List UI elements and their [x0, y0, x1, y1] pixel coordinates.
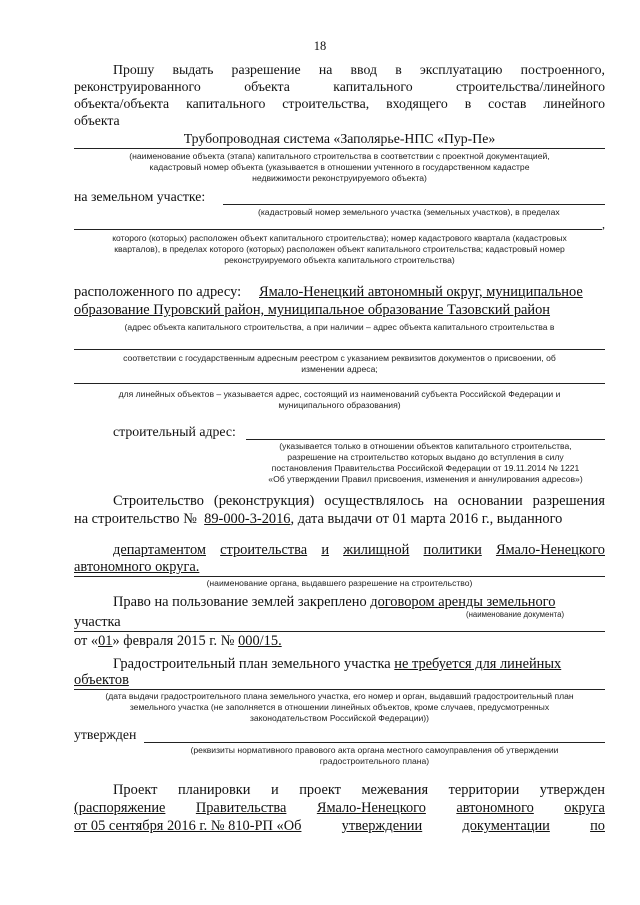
- word: Проект: [113, 782, 158, 798]
- word: и: [271, 782, 279, 798]
- object-name-underline: [74, 148, 605, 149]
- object-caption-2: кадастровый номер объекта (указывается в отношении учтенного в государственном кадастре: [149, 162, 530, 172]
- object-caption-1: (наименование объекта (этапа) капитального строительства в соответствии с проектной документацией,: [129, 151, 550, 161]
- object-caption-3: недвижимости реконструируемого объекта): [252, 173, 427, 183]
- address-caption-1: (адрес объекта капитального строительства, а при наличии – адрес объекта капитального строительства в: [124, 322, 555, 332]
- permit-number: 89-000-3-2016: [204, 511, 291, 527]
- word: состав: [488, 96, 527, 111]
- word: Прошу: [113, 62, 155, 77]
- land-comma: ,: [602, 217, 605, 231]
- address-label: расположенного по адресу:: [74, 284, 242, 300]
- word: ввод: [350, 62, 378, 77]
- word: на: [433, 493, 448, 509]
- word: жилищной: [343, 542, 410, 558]
- word: реконструированного: [74, 79, 201, 94]
- gpzu-label: Градостроительный план земельного участка: [113, 656, 391, 672]
- permit-number-label: на строительство №: [74, 511, 197, 527]
- intro-line-3: [74, 96, 605, 112]
- word: документации: [462, 818, 550, 834]
- permit-line-1: [113, 493, 605, 510]
- word: строительства: [220, 542, 308, 558]
- permit-issuer-1: [113, 542, 605, 559]
- permit-issuer-underline: [74, 576, 605, 577]
- word: (распоряжение: [74, 800, 166, 816]
- word: входящего: [386, 96, 448, 111]
- build-address-underline: [246, 439, 605, 440]
- word: (реконструкция): [213, 493, 315, 509]
- build-address-caption-2: разрешение на строительство которых выдано до вступления в силу: [287, 452, 564, 462]
- word: в: [395, 62, 402, 77]
- land-underline-2: [74, 229, 602, 230]
- word: округа: [564, 800, 605, 816]
- word: капитального: [333, 79, 413, 94]
- gpzu-caption-2: земельного участка (не заполняется в отношении линейных объектов, кроме случаев, предусмотренных: [129, 702, 550, 712]
- word: эксплуатацию: [419, 62, 503, 77]
- land-underline-1: [223, 204, 605, 205]
- approved-underline: [144, 742, 605, 743]
- address-caption-5: муниципального образования): [278, 400, 401, 410]
- land-right-date: [74, 633, 282, 650]
- word: автономного: [456, 800, 534, 816]
- word: планировки: [177, 782, 251, 798]
- build-address-caption-3: постановления Правительства Российской Федерации от 19.11.2014 № 1221: [271, 463, 580, 473]
- build-address-label: строительный адрес:: [113, 424, 236, 439]
- word: выдать: [172, 62, 214, 77]
- word: строительства,: [282, 96, 370, 111]
- date-prefix: от «: [74, 633, 99, 649]
- approved-caption-2: градостроительного плана): [319, 756, 430, 766]
- project-line-2: [74, 800, 605, 817]
- word: проект: [299, 782, 341, 798]
- word: капитального: [186, 96, 266, 111]
- gpzu-value-2: объектов: [74, 672, 129, 688]
- word: строительства/линейного: [456, 79, 605, 94]
- word: разрешение: [231, 62, 301, 77]
- word: по: [590, 818, 605, 834]
- land-right-plot: участка: [74, 614, 121, 630]
- word: построенного,: [520, 62, 605, 77]
- word: линейного: [543, 96, 605, 111]
- approved-caption-1: (реквизиты нормативного правового акта органа местного самоуправления об утверждении: [190, 745, 559, 755]
- word: в: [464, 96, 472, 111]
- word: Ямало-Ненецкого: [495, 542, 605, 558]
- address-caption-2: соответствии с государственным адресным реестром с указанием реквизитов документов о присвоении, об: [123, 353, 556, 363]
- word: межевания: [361, 782, 429, 798]
- word: и: [321, 542, 330, 558]
- address-underline-2: [74, 349, 605, 350]
- approved-label: утвержден: [74, 727, 137, 742]
- word: разрешения: [532, 493, 605, 509]
- word: объекта/объекта: [74, 96, 170, 111]
- land-caption-3: кварталов), в пределах которого (которых) расположен объект капитального строительства; кадастровый номер: [114, 244, 565, 254]
- gpzu-value-1: не требуется для линейных: [394, 656, 562, 672]
- permit-issuer-2: автономного округа.: [74, 559, 200, 575]
- land-caption-2: которого (которых) расположен объект капитального строительства); номер кадастрового квартала (кадастровых: [112, 233, 567, 243]
- address-value-1: Ямало-Ненецкий автономный округ, муниципальное: [259, 284, 583, 300]
- intro-line-1: [113, 62, 605, 78]
- build-address-caption-1: (указывается только в отношении объектов капитального строительства,: [279, 441, 572, 451]
- intro-line-4: объекта: [74, 113, 120, 128]
- intro-line-2: [74, 79, 605, 95]
- date-day: 01: [98, 633, 113, 649]
- address-caption-4: для линейных объектов – указывается адрес, состоящий из наименований субъекта Российской Федерации и: [118, 389, 561, 399]
- date-month: » февраля 2015 г. №: [112, 633, 235, 649]
- permit-date: , дата выдачи от 01 марта 2016 г., выданного: [290, 511, 563, 527]
- word: от 05 сентября 2016 г. № 810-РП «Об: [74, 818, 302, 834]
- word: Ямало-Ненецкого: [316, 800, 426, 816]
- permit-line-2: [74, 511, 562, 528]
- word: на: [318, 62, 333, 77]
- land-caption-4: реконструируемого объекта капитального строительства): [224, 255, 455, 265]
- permit-caption: (наименование органа, выдавшего разрешение на строительство): [206, 578, 473, 588]
- gpzu-underline: [74, 689, 605, 690]
- gpzu-line-1: [113, 656, 561, 673]
- build-address-caption-4: «Об утверждении Правил присвоения, изменения и аннулирования адресов»): [268, 474, 583, 484]
- address-caption-3: изменении адреса;: [301, 364, 378, 374]
- land-right-caption: (наименование документа): [466, 610, 565, 619]
- gpzu-caption-3: законодательством Российской Федерации)): [249, 713, 430, 723]
- word: осуществлялось: [324, 493, 424, 509]
- project-line-3: [74, 818, 605, 835]
- word: Строительство: [113, 493, 204, 509]
- land-right-underline: [74, 631, 605, 632]
- land-right-document: договором аренды земельного: [370, 594, 556, 610]
- page-number: 18: [313, 39, 327, 53]
- object-name: Трубопроводная система «Заполярье-НПС «Пур-Пе»: [183, 131, 496, 146]
- word: объекта: [244, 79, 290, 94]
- word: основании: [457, 493, 523, 509]
- word: Правительства: [195, 800, 287, 816]
- contract-number: 000/15.: [238, 633, 282, 649]
- word: утверждении: [341, 818, 423, 834]
- project-line-1: [113, 782, 605, 799]
- word: департаментом: [113, 542, 206, 558]
- address-underline-3: [74, 383, 605, 384]
- word: утвержден: [539, 782, 605, 798]
- word: политики: [423, 542, 482, 558]
- word: территории: [448, 782, 520, 798]
- address-value-2: образование Пуровский район, муниципальное образование Тазовский район: [74, 302, 551, 318]
- land-right-label: Право на пользование землей закреплено: [113, 594, 367, 610]
- gpzu-caption-1: (дата выдачи градостроительного плана земельного участка, его номер и орган, выдавший градостроительный план: [105, 691, 574, 701]
- land-caption-1: (кадастровый номер земельного участка (земельных участков), в пределах: [258, 207, 560, 217]
- land-label: на земельном участке:: [74, 189, 206, 204]
